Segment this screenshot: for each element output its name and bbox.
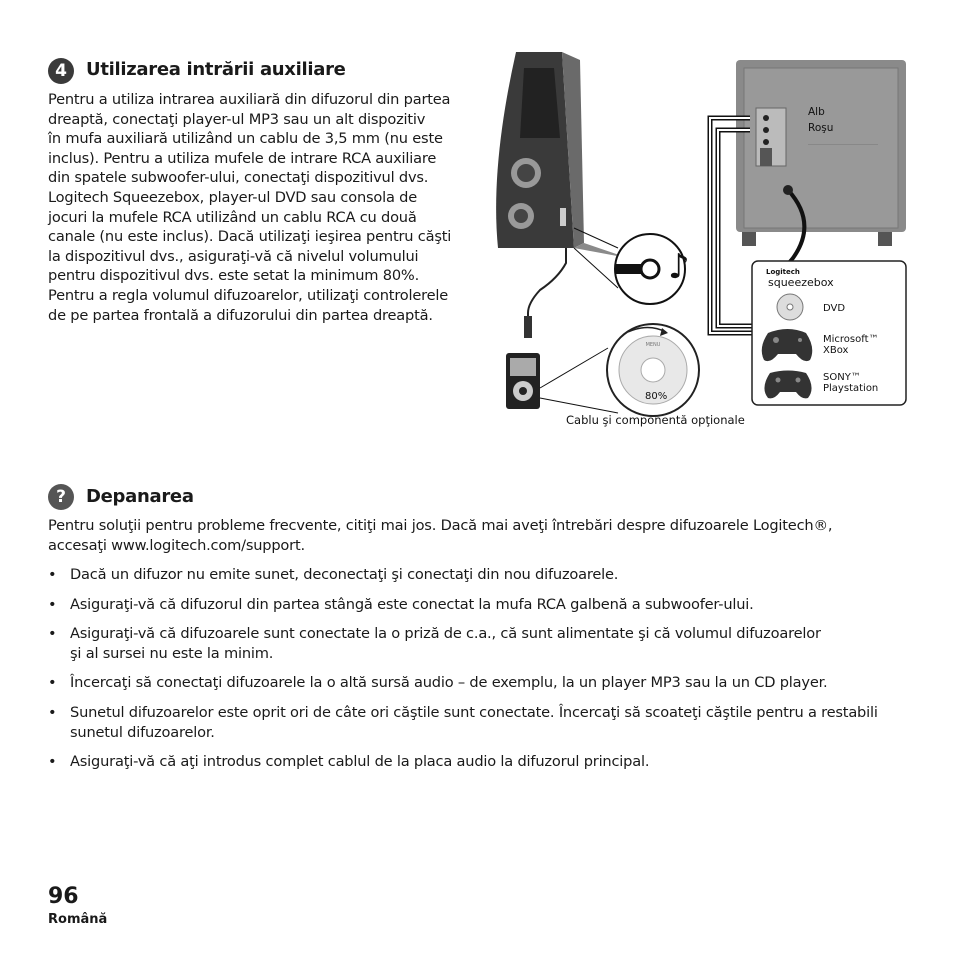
paragraph-line: pentru dispozitivul dvs. este setat la minimum 80%. <box>48 267 420 285</box>
logitech-brand: Logitech <box>766 268 800 276</box>
xbox-label-line1: Microsoft™ <box>823 334 879 345</box>
satellite-speaker <box>496 52 628 258</box>
sony-label-line1: SONY™ <box>823 372 861 383</box>
squeezebox-brand: squeezebox <box>768 276 834 289</box>
volume-percent-label: 80% <box>645 391 668 402</box>
dvd-label: DVD <box>823 303 846 314</box>
list-item <box>48 595 918 615</box>
section-heading-auxiliary-input: Utilizarea intrării auxiliare <box>86 59 346 80</box>
list-item <box>48 752 918 772</box>
paragraph-line: canale (nu este inclus). Dacă utilizaţi ieşirea pentru căşti <box>48 228 452 246</box>
paragraph-line: de pe partea frontală a difuzorului din partea dreaptă. <box>48 306 433 324</box>
paragraph-line: dreaptă, conectaţi player-ul MP3 sau un alt dispozitiv <box>48 110 426 128</box>
label-white: Alb <box>808 106 825 118</box>
paragraph-line: din spatele subwoofer-ului, conectaţi dispozitivul dvs. <box>48 169 429 187</box>
paragraph-line: jocuri la mufele RCA utilizând un cablu RCA cu două <box>48 208 417 226</box>
connection-diagram <box>488 48 918 448</box>
list-item-line: • Dacă un difuzor nu emite sunet, deconectaţi şi conectaţi din nou difuzoarele. <box>70 566 619 583</box>
intro-line-2: accesaţi www.logitech.com/support. <box>48 536 305 554</box>
step-number-badge: 4 <box>48 58 74 84</box>
page-number: 96 <box>48 884 79 909</box>
list-item-line: şi al sursei nu este la minim. <box>70 644 274 662</box>
label-red: Roşu <box>808 122 834 134</box>
auxiliary-input-paragraph <box>48 90 468 325</box>
music-note-icon: ♪ <box>668 247 690 287</box>
sony-label-line2: Playstation <box>823 383 879 394</box>
diagram-caption: Cablu şi componentă opţionale <box>566 413 745 427</box>
list-item <box>48 565 918 585</box>
help-badge-icon: ? <box>48 484 74 510</box>
troubleshooting-intro <box>48 516 908 555</box>
list-item-line: • Asiguraţi-vă că difuzorul din partea stângă este conectat la mufa RCA galbenă a subwoofer-ului. <box>70 595 754 613</box>
paragraph-line: inclus). Pentru a utiliza mufele de intrare RCA auxiliare <box>48 149 437 167</box>
paragraph-line: la dispozitivul dvs., asiguraţi-vă că nivelul volumului <box>48 247 419 265</box>
list-item-line: sunetul difuzoarelor. <box>70 723 215 741</box>
language-label: Română <box>48 912 108 927</box>
wheel-menu-label: MENU <box>645 342 661 348</box>
list-item-line: • Asiguraţi-vă că difuzoarele sunt conectate la o priză de c.a., că sunt alimentate şi că volumul difuzoarelor <box>70 625 821 643</box>
mp3-player-icon <box>506 353 540 409</box>
list-item <box>48 673 918 693</box>
list-item <box>48 624 918 663</box>
paragraph-line: Pentru a utiliza intrarea auxiliară din difuzorul din partea <box>48 91 451 108</box>
subwoofer <box>736 60 906 246</box>
troubleshooting-list <box>48 565 918 782</box>
intro-line-1: Pentru soluţii pentru probleme frecvente, citiţi mai jos. Dacă mai aveţi întrebări despre difuzoarele Logitech®, <box>48 517 833 534</box>
paragraph-line: Pentru a regla volumul difuzoarelor, utilizaţi controlerele <box>48 286 449 304</box>
list-item <box>48 703 918 742</box>
paragraph-line: Logitech Squeezebox, player-ul DVD sau consola de <box>48 188 418 206</box>
list-item-line: • Asiguraţi-vă că aţi introdus complet cablul de la placa audio la difuzorul principal. <box>70 753 650 771</box>
paragraph-line: în mufa auxiliară utilizând un cablu de 3,5 mm (nu este <box>48 130 443 148</box>
xbox-label-line2: XBox <box>823 345 849 356</box>
section-heading-troubleshooting: Depanarea <box>86 486 194 507</box>
list-item-line: • Încercaţi să conectaţi difuzoarele la o altă sursă audio – de exemplu, la un player MP3 sau la un CD player. <box>70 674 828 692</box>
list-item-line: • Sunetul difuzoarelor este oprit ori de câte ori căştile sunt conectate. Încercaţi să scoateţi căştile pentru a restabili <box>70 703 878 721</box>
